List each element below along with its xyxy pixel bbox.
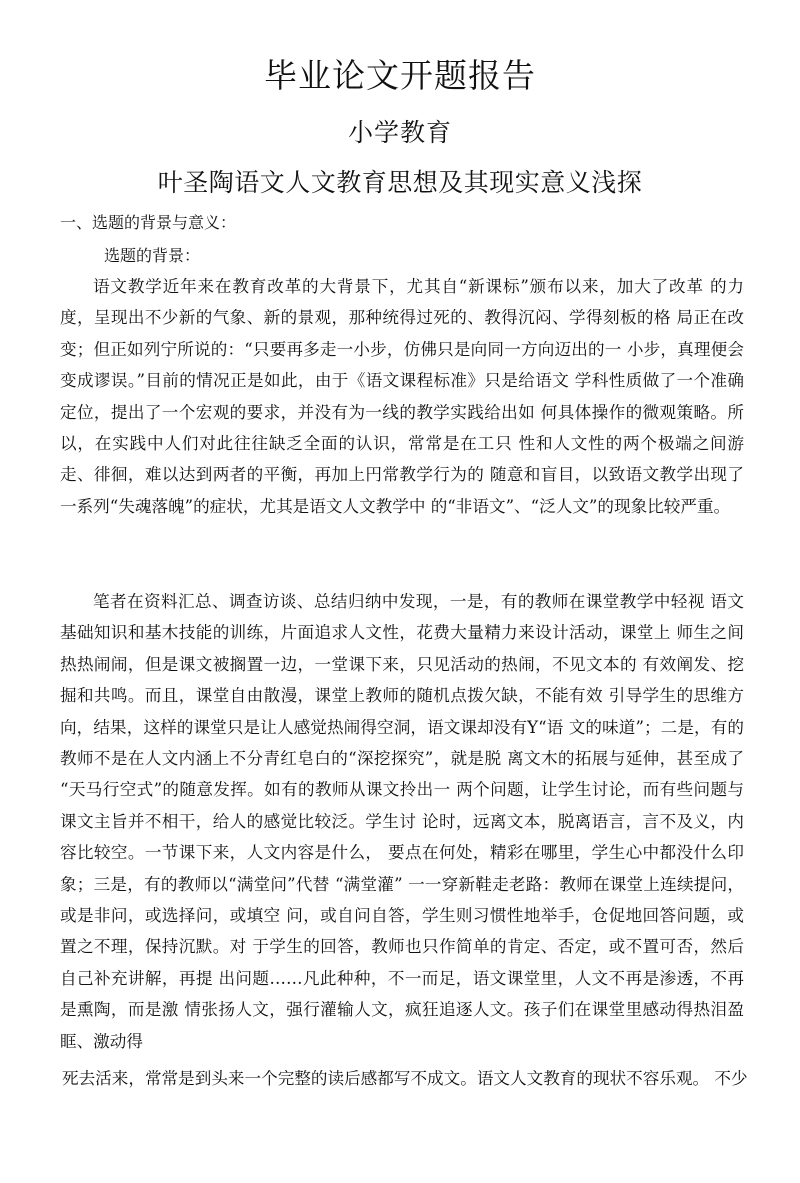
section-heading: 一、选题的背景与意义：: [60, 213, 237, 232]
body-paragraph-continued: 死去活来，常常是到头来一个完整的读后感都写不成文。语文人文教育的现状不容乐观。 不少: [62, 1069, 748, 1088]
thesis-title: 叶圣陶语文人文教育思想及其现实意义浅探: [157, 168, 643, 197]
subsection-heading: 选题的背景：: [104, 246, 201, 265]
report-title: 毕业论文开题报告: [264, 56, 536, 95]
major-name: 小学教育: [347, 118, 452, 147]
body-paragraph: 笔者在资料汇总、调查访谈、总结归纳中发现，一是，有的教师在课堂教学中轻视 语文基础知识和基木技能的训练，片面追求人文性，花费大量精力来设计活动，课堂上 师生之间热热闹闹，但是课文被搁置一边，一堂课下来，只见活动的热闹，不见文本的 有效阐发、挖掘和共鸣。而且，课堂自由散漫，课堂上教师的随机点拨欠缺，不能有效 引导学生的思维方向，结果，这样的课堂只是让人感觉热闹得空洞，语文课却没有Y“语 文的味道”；二是，有的教师不是在人文内涵上不分青红皂白的“深挖探究”，就是脱 离文木的拓展与延伸，甚至成了 “天马行空式”的随意发挥。如有的教师从课文拎出一 两个问题，让学生讨论，而有些问题与课文主旨并不相干，给人的感觉比较泛。学生讨 论时，远离文本，脱离语言，言不及义，内容比较空。一节课下来，人文内容是什么， 要点在何处，精彩在哪里，学生心中都没什么印象；三是，有的教师以“满堂问”代替 “满堂灌” 一一穿新鞋走老路：教师在课堂上连续提问，或是非问，或选择问，或填空 问，或自问自答，学生则习惯性地举手，仓促地回答问题，或置之不理，保持沉默。对 于学生的回答，教师也只作简单的肯定、否定，或不置可否，然后自己补充讲解，再提 出问题……凡此种种，不一而足，语文课堂里，人文不再是渗透，不再是熏陶，而是激 情张扬人文，强行灌输人文，疯狂追逐人文。孩子们在课堂里感动得热泪盈眶、激动得: [60, 592, 744, 1051]
body-paragraph: 语文教学近年来在教育改革的大背景下，尤其自“新课标”颁布以来，加大了改革 的力度，呈现出不少新的气象、新的景观，那种统得过死的、教得沉闷、学得刻板的格 局正在改变；但正如列宁所说的：“只要再多走一小步，仿佛只是向同一方向迈出的一 小步，真理便会变成谬误。”目前的情况正是如此，由于《语文课程标准》只是给语文 学科性质做了一个准确定位，提出了一个宏观的要求，并没有为一线的教学实践给出如 何具体操作的微观策略。所以，在实践中人们对此往往缺乏全面的认识，常常是在工只 性和人文性的两个极端之间游走、徘徊，难以达到两者的平衡，再加上円常教学行为的 随意和盲目，以致语文教学出现了一系列“失魂落魄”的症状，尤其是语文人文教学中 的“非语文”、“泛人文”的现象比较严重。: [60, 277, 744, 516]
